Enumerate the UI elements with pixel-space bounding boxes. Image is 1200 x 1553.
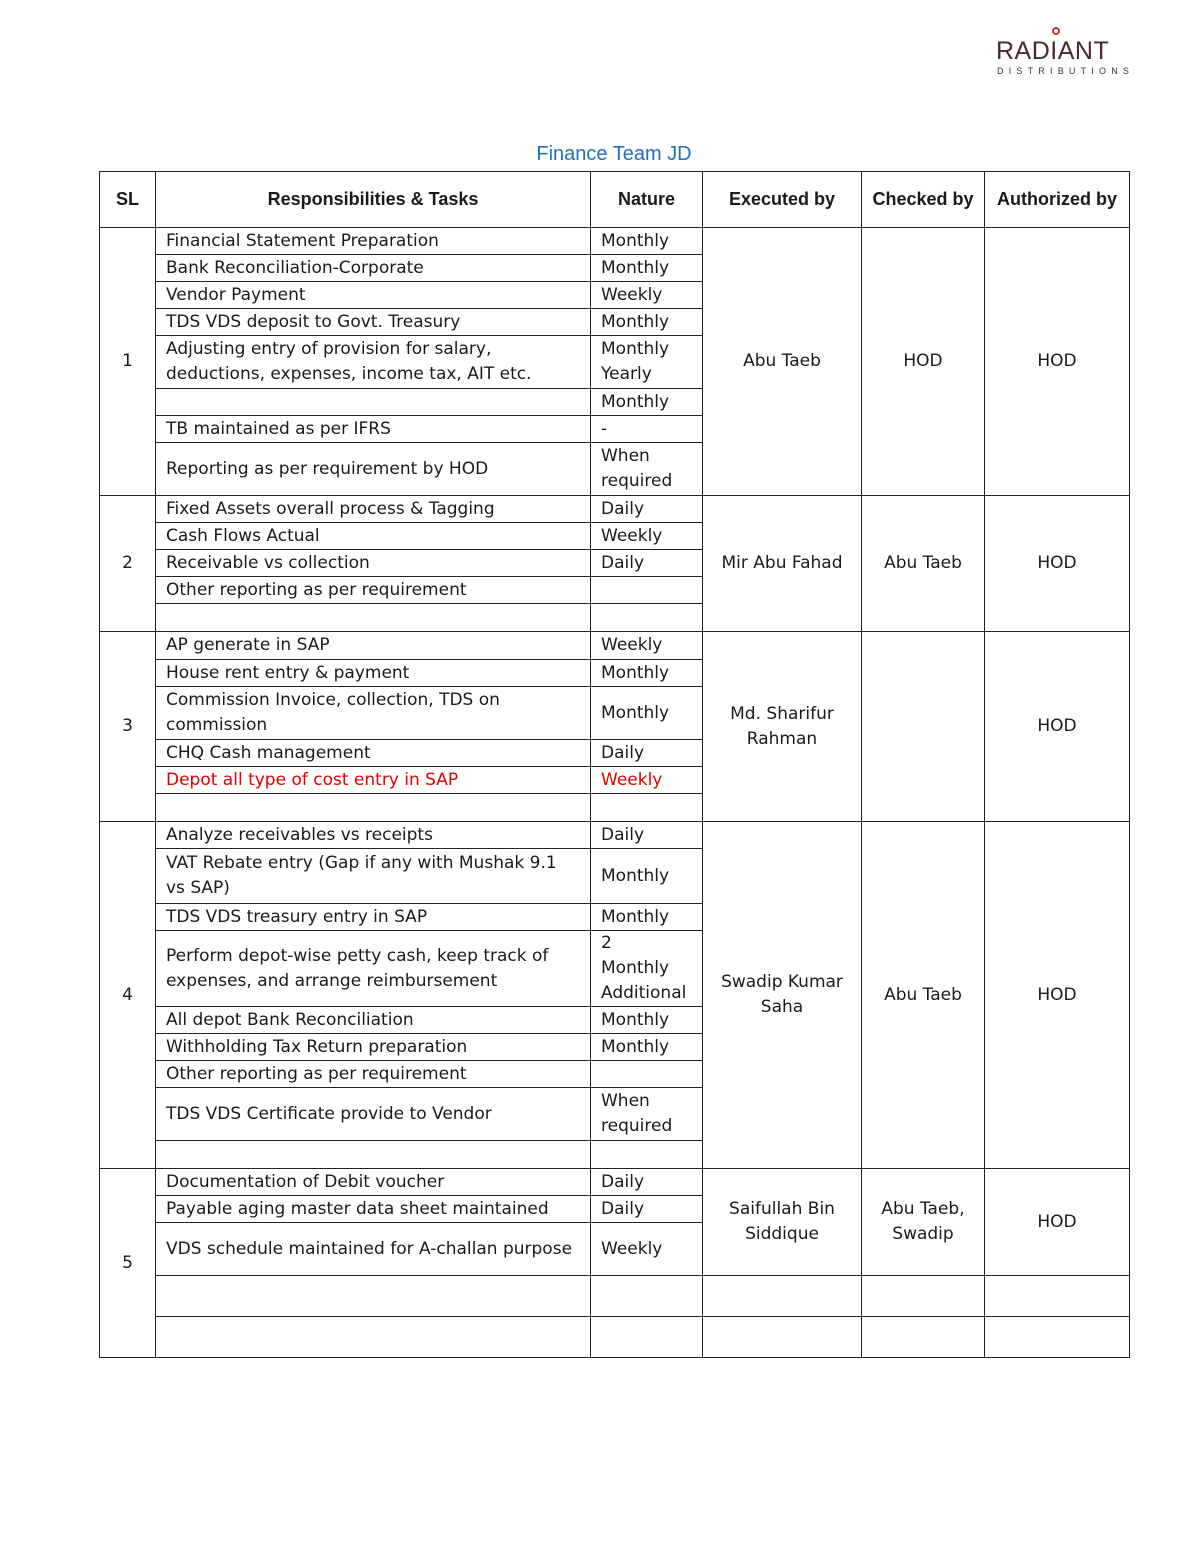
task-cell: Receivable vs collection — [156, 550, 591, 577]
nature-cell — [591, 794, 703, 822]
table-row — [100, 496, 1130, 523]
executed-by-cell: Mir Abu Fahad — [703, 496, 862, 632]
empty-cell — [156, 1276, 591, 1317]
task-cell: Analyze receivables vs receipts — [156, 822, 591, 849]
executed-by-cell: Abu Taeb — [703, 228, 862, 496]
task-cell: AP generate in SAP — [156, 632, 591, 660]
header-tasks: Responsibilities & Tasks — [156, 172, 591, 228]
header-executed-by: Executed by — [703, 172, 862, 228]
task-cell: Perform depot-wise petty cash, keep track of expenses, and arrange reimbursement — [156, 931, 591, 1007]
task-cell: Payable aging master data sheet maintained — [156, 1196, 591, 1223]
sl-cell: 5 — [100, 1169, 156, 1358]
task-cell: VAT Rebate entry (Gap if any with Mushak 9.1 vs SAP) — [156, 849, 591, 904]
task-cell: Cash Flows Actual — [156, 523, 591, 550]
empty-cell — [156, 1317, 591, 1358]
nature-cell: Daily — [591, 1169, 703, 1196]
empty-cell — [591, 1317, 703, 1358]
checked-by-cell — [862, 632, 985, 822]
nature-cell: Daily — [591, 740, 703, 767]
task-cell: Other reporting as per requirement — [156, 577, 591, 604]
empty-cell — [862, 1317, 985, 1358]
logo-wordmark: RADIANT — [996, 37, 1110, 65]
authorized-by-cell: HOD — [985, 1169, 1130, 1276]
table-body — [100, 228, 1130, 1358]
authorized-by-cell: HOD — [985, 496, 1130, 632]
executed-by-cell: Saifullah Bin Siddique — [703, 1169, 862, 1276]
task-cell: House rent entry & payment — [156, 660, 591, 687]
nature-cell — [591, 1061, 703, 1088]
nature-cell: Monthly — [591, 228, 703, 255]
nature-cell: Monthly — [591, 1034, 703, 1061]
nature-cell: Daily — [591, 822, 703, 849]
table-row — [100, 822, 1130, 849]
authorized-by-cell: HOD — [985, 228, 1130, 496]
task-cell: Withholding Tax Return preparation — [156, 1034, 591, 1061]
nature-cell: Weekly — [591, 282, 703, 309]
task-cell: VDS schedule maintained for A-challan purpose — [156, 1223, 591, 1276]
nature-cell: When required — [591, 443, 703, 496]
header-authorized-by: Authorized by — [985, 172, 1130, 228]
task-cell: Adjusting entry of provision for salary, deductions, expenses, income tax, AIT etc. — [156, 336, 591, 389]
nature-cell: Daily — [591, 1196, 703, 1223]
empty-cell — [703, 1317, 862, 1358]
document-title: Finance Team JD — [536, 143, 692, 165]
task-cell: Vendor Payment — [156, 282, 591, 309]
nature-cell — [591, 604, 703, 632]
task-cell: Bank Reconciliation-Corporate — [156, 255, 591, 282]
task-cell: All depot Bank Reconciliation — [156, 1007, 591, 1034]
task-cell — [156, 389, 591, 416]
empty-cell — [862, 1276, 985, 1317]
sl-cell: 2 — [100, 496, 156, 632]
task-cell: TDS VDS deposit to Govt. Treasury — [156, 309, 591, 336]
authorized-by-cell: HOD — [985, 822, 1130, 1169]
logo-dot-icon — [1052, 27, 1060, 35]
nature-cell: When required — [591, 1088, 703, 1141]
empty-row — [100, 1317, 1130, 1358]
nature-cell: Monthly — [591, 1007, 703, 1034]
task-cell: TB maintained as per IFRS — [156, 416, 591, 443]
task-cell: Depot all type of cost entry in SAP — [156, 767, 591, 794]
sl-cell: 1 — [100, 228, 156, 496]
nature-cell: Monthly — [591, 904, 703, 931]
task-cell — [156, 794, 591, 822]
company-logo — [996, 25, 1135, 80]
table-row — [100, 632, 1130, 660]
table-row — [100, 228, 1130, 255]
task-cell: TDS VDS treasury entry in SAP — [156, 904, 591, 931]
task-cell: CHQ Cash management — [156, 740, 591, 767]
nature-cell: Monthly — [591, 687, 703, 740]
table-row — [100, 1169, 1130, 1196]
header-nature: Nature — [591, 172, 703, 228]
task-cell: Other reporting as per requirement — [156, 1061, 591, 1088]
executed-by-cell: Swadip Kumar Saha — [703, 822, 862, 1169]
nature-cell: Monthly — [591, 660, 703, 687]
nature-cell: Weekly — [591, 523, 703, 550]
checked-by-cell: Abu Taeb — [862, 822, 985, 1169]
task-cell: Fixed Assets overall process & Tagging — [156, 496, 591, 523]
empty-cell — [591, 1276, 703, 1317]
nature-cell: Daily — [591, 496, 703, 523]
nature-cell: Monthly — [591, 309, 703, 336]
nature-cell: Monthly — [591, 255, 703, 282]
nature-cell: Weekly — [591, 767, 703, 794]
nature-cell: Weekly — [591, 1223, 703, 1276]
task-cell: Reporting as per requirement by HOD — [156, 443, 591, 496]
logo-subtitle: DISTRIBUTIONS — [997, 66, 1135, 76]
executed-by-cell: Md. Sharifur Rahman — [703, 632, 862, 822]
sl-cell: 4 — [100, 822, 156, 1169]
header-checked-by: Checked by — [862, 172, 985, 228]
authorized-by-cell: HOD — [985, 632, 1130, 822]
empty-cell — [985, 1317, 1130, 1358]
header-row — [100, 172, 1130, 228]
task-cell: Financial Statement Preparation — [156, 228, 591, 255]
task-cell: Documentation of Debit voucher — [156, 1169, 591, 1196]
empty-row — [100, 1276, 1130, 1317]
nature-cell: Monthly — [591, 849, 703, 904]
checked-by-cell: HOD — [862, 228, 985, 496]
nature-cell: Daily — [591, 550, 703, 577]
nature-cell: Monthly — [591, 389, 703, 416]
task-cell — [156, 1141, 591, 1169]
checked-by-cell: Abu Taeb — [862, 496, 985, 632]
nature-cell — [591, 577, 703, 604]
empty-cell — [985, 1276, 1130, 1317]
checked-by-cell: Abu Taeb, Swadip — [862, 1169, 985, 1276]
header-sl: SL — [100, 172, 156, 228]
jd-table — [99, 171, 1130, 1358]
nature-cell: Weekly — [591, 632, 703, 660]
nature-cell: - — [591, 416, 703, 443]
nature-cell: Monthly Yearly — [591, 336, 703, 389]
nature-cell — [591, 1141, 703, 1169]
sl-cell: 3 — [100, 632, 156, 822]
task-cell: TDS VDS Certificate provide to Vendor — [156, 1088, 591, 1141]
task-cell — [156, 604, 591, 632]
task-cell: Commission Invoice, collection, TDS on commission — [156, 687, 591, 740]
empty-cell — [703, 1276, 862, 1317]
nature-cell: 2 Monthly Additional — [591, 931, 703, 1007]
